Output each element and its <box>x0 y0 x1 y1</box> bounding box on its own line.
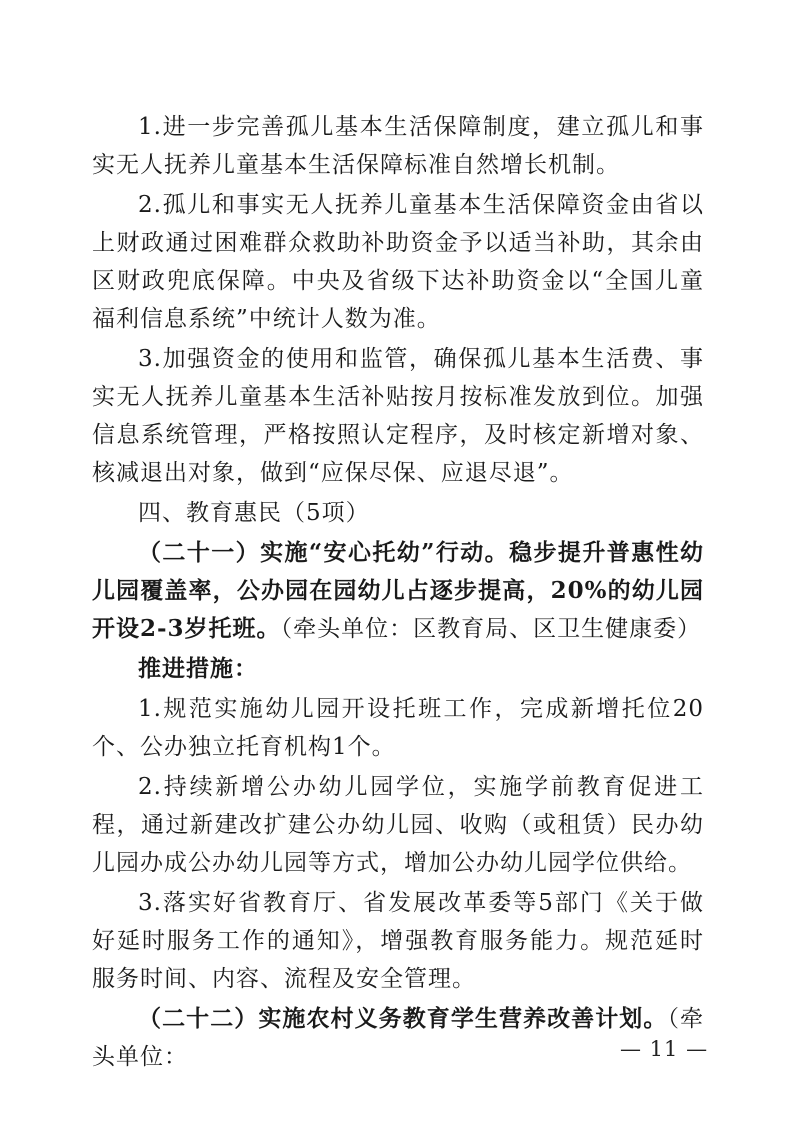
paragraph-3: 3.加强资金的使用和监管，确保孤儿基本生活费、事实无人抚养儿童基本生活补贴按月按标准发放到位。加强信息系统管理，严格按照认定程序，及时核定新增对象、核减退出对象，做到“应保尽保、应退尽退”。 <box>92 346 704 486</box>
document-body <box>92 108 704 1076</box>
paragraph-1: 1.进一步完善孤儿基本生活保障制度，建立孤儿和事实无人抚养儿童基本生活保障标准自然增长机制。 <box>92 114 704 178</box>
measure-3: 3.落实好省教育厅、省发展改革委等5部门《关于做好延时服务工作的通知》，增强教育服务能力。规范延时服务时间、内容、流程及安全管理。 <box>92 890 704 992</box>
measure-1: 1.规范实施幼儿园开设托班工作，完成新增托位20个、公办独立托育机构1个。 <box>92 696 704 760</box>
paragraph-2: 2.孤儿和事实无人抚养儿童基本生活保障资金由省以上财政通过困难群众救助补助资金予以适当补助，其余由区财政兜底保障。中央及省级下达补助资金以“全国儿童福利信息系统”中统计人数为准。 <box>92 192 704 332</box>
page-number: — 11 — <box>620 1037 709 1061</box>
section-heading: 四、教育惠民（5项） <box>138 500 370 526</box>
item-21-lead-unit: （牵头单位：区教育局、区卫生健康委） <box>280 616 702 642</box>
item-21-title: （二十一）实施“安心托幼”行动。稳步提升普惠性幼儿园覆盖率，公办园在园幼儿占逐步提高，20%的幼儿园开设2-3岁托班。 <box>92 539 704 642</box>
measure-2: 2.持续新增公办幼儿园学位，实施学前教育促进工程，通过新建改扩建公办幼儿园、收购（或租赁）民办幼儿园办成公办幼儿园等方式，增加公办幼儿园学位供给。 <box>92 774 704 876</box>
item-22-lead-unit: （牵头单位： <box>92 1006 705 1070</box>
measures-heading: 推进措施： <box>138 655 258 682</box>
item-21-paragraph <box>92 534 704 648</box>
item-22-paragraph <box>92 1000 704 1076</box>
item-22-title: （二十二）实施农村义务教育学生营养改善计划。 <box>138 1005 668 1032</box>
